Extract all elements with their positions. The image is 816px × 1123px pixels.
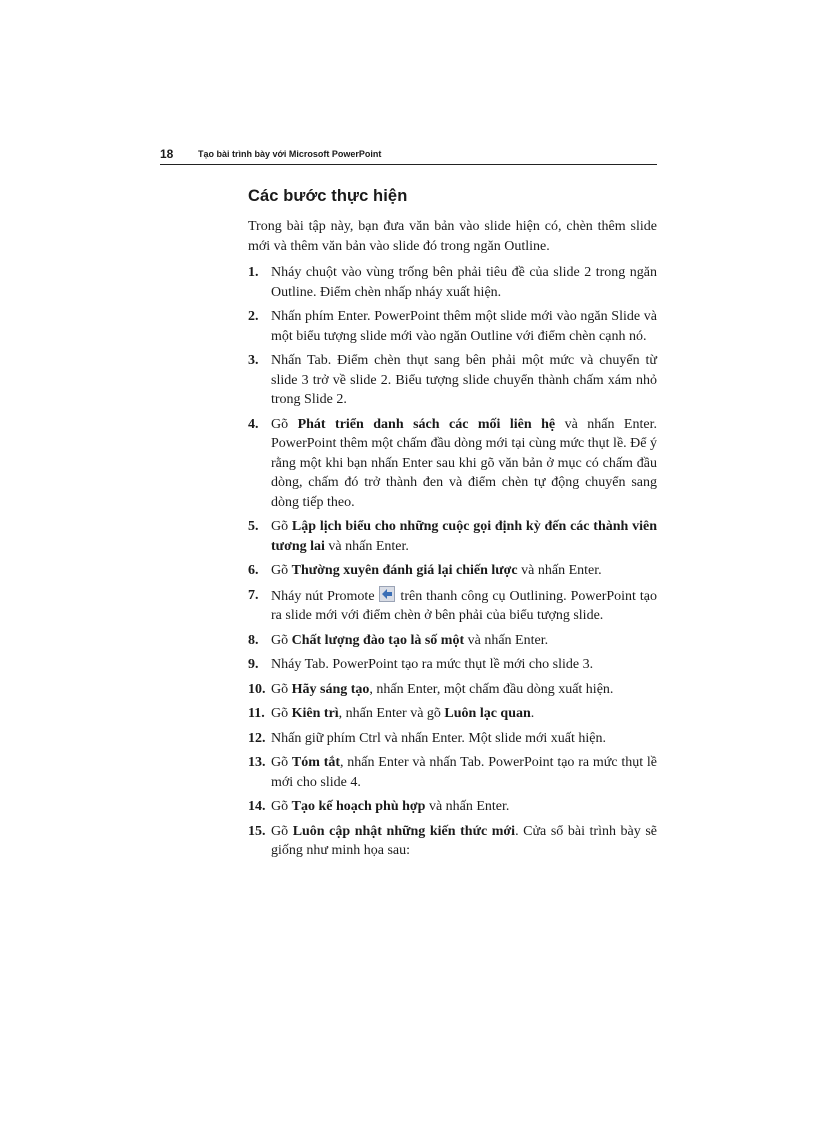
step-text-post: . Cửa sổ bài trình bày sẽ giống như minh họa sau: (271, 823, 657, 858)
step-text-pre: Gõ (271, 823, 293, 839)
list-item (248, 704, 657, 724)
step-text-post: . (530, 706, 535, 721)
step-bold-text: Tạo kế hoạch phù hợp (291, 799, 426, 814)
step-number: 13. (248, 755, 266, 770)
step-text: Nhấn phím Enter. PowerPoint thêm một slide mới vào ngăn Slide và một biểu tượng slide mới vào ngăn Outline với điểm chèn cạnh nó. (271, 309, 657, 344)
step-text-pre: Gõ (271, 632, 292, 648)
list-item (248, 351, 657, 410)
steps-list (248, 263, 657, 861)
step-bold-text: Thường xuyên đánh giá lại chiến lược (291, 563, 518, 578)
step-bold-text: Luôn cập nhật những kiến thức mới (292, 823, 516, 839)
page-number: 18 (160, 147, 174, 161)
list-item (248, 753, 657, 792)
step-text: Nhấn giữ phím Ctrl và nhấn Enter. Một slide mới xuất hiện. (271, 730, 607, 746)
list-item (248, 263, 657, 302)
step-text-pre: Gõ (271, 563, 292, 578)
step-text-post: và nhấn Enter. (324, 538, 409, 554)
step-text-pre: Gõ (271, 519, 292, 534)
step-number: 11. (248, 706, 265, 721)
section-title: Các bước thực hiện (248, 187, 408, 205)
step-number: 5. (248, 519, 259, 534)
step-number: 15. (248, 823, 266, 839)
step-text-post: và nhấn Enter. (517, 563, 602, 578)
running-title: Tạo bài trình bày với Microsoft PowerPoint (198, 149, 382, 159)
step-bold-text: Lập lịch biểu cho những cuộc gọi định kỳ đến các thành viên tương lai (271, 519, 657, 554)
list-item (248, 631, 657, 651)
step-bold-text: Chất lượng đào tạo là số một (291, 632, 465, 648)
step-text-pre: Gõ (271, 799, 292, 814)
step-text-pre: Gõ (271, 706, 292, 721)
list-item (248, 586, 657, 626)
step-bold-text: Tóm tắt (291, 755, 341, 770)
step-text-pre: Gõ (271, 416, 298, 432)
step-number: 4. (248, 416, 259, 432)
list-item (248, 655, 657, 675)
step-text-post: , nhấn Enter, một chấm đầu dòng xuất hiện. (369, 681, 614, 697)
list-item (248, 680, 657, 700)
step-text-post: và nhấn Enter. (425, 799, 510, 814)
step-text: Nháy chuột vào vùng trống bên phải tiêu đề của slide 2 trong ngăn Outline. Điểm chèn nhấp nháy xuất hiện. (271, 265, 657, 300)
list-item (248, 822, 657, 861)
step-bold-text: Kiên trì (291, 706, 339, 721)
step-text-pre: Gõ (271, 755, 292, 770)
list-item (248, 307, 657, 346)
step-text-pre: Gõ (271, 681, 292, 697)
step-text-mid: , nhấn Enter và gõ (338, 706, 445, 721)
list-item (248, 729, 657, 749)
step-number: 3. (248, 353, 259, 368)
list-item (248, 415, 657, 513)
step-text: Nhấn Tab. Điểm chèn thụt sang bên phải một mức và chuyển từ slide 3 trở về slide 2. Biểu tượng slide chuyển thành chấm xám nhỏ trong Slide 2. (271, 353, 657, 407)
step-text-post: , nhấn Enter và nhấn Tab. PowerPoint tạo ra mức thụt lề mới cho slide 4. (271, 755, 657, 790)
step-number: 6. (248, 563, 259, 578)
intro-paragraph: Trong bài tập này, bạn đưa văn bản vào slide hiện có, chèn thêm slide mới và thêm văn bản vào slide đó trong ngăn Outline. (248, 219, 657, 254)
promote-icon (379, 586, 395, 602)
step-text-pre: Nháy nút Promote (271, 588, 379, 604)
step-text-post: và nhấn Enter. PowerPoint thêm một chấm đầu dòng mới tại cùng mức thụt lề. Để ý rằng một khi bạn nhấn Enter sau khi gõ văn bản ở mục có chấm đầu dòng, chấm đó trở thành đen và điểm chèn tự động chuyển sang dòng tiếp theo. (271, 416, 657, 510)
page-header (160, 146, 657, 165)
list-item (248, 561, 657, 581)
step-bold-text: Phát triển danh sách các mối liên hệ (297, 416, 556, 432)
step-text-post: và nhấn Enter. (464, 632, 549, 648)
list-item (248, 797, 657, 817)
step-bold-text: Hãy sáng tạo (291, 681, 370, 697)
step-number: 8. (248, 632, 259, 648)
step-number: 9. (248, 657, 259, 672)
step-number: 7. (248, 587, 259, 603)
step-number: 12. (248, 730, 266, 746)
list-item (248, 517, 657, 556)
step-number: 10. (248, 681, 266, 697)
main-content (248, 187, 657, 866)
step-text-post: trên thanh công cụ Outlining. PowerPoint tạo ra slide mới với điểm chèn ở bên phải của biểu tượng slide. (271, 588, 657, 623)
step-number: 14. (248, 799, 266, 814)
step-number: 1. (248, 265, 259, 280)
step-bold-text-2: Luôn lạc quan (444, 706, 531, 721)
step-number: 2. (248, 309, 259, 324)
step-text: Nháy Tab. PowerPoint tạo ra mức thụt lề mới cho slide 3. (271, 657, 594, 672)
